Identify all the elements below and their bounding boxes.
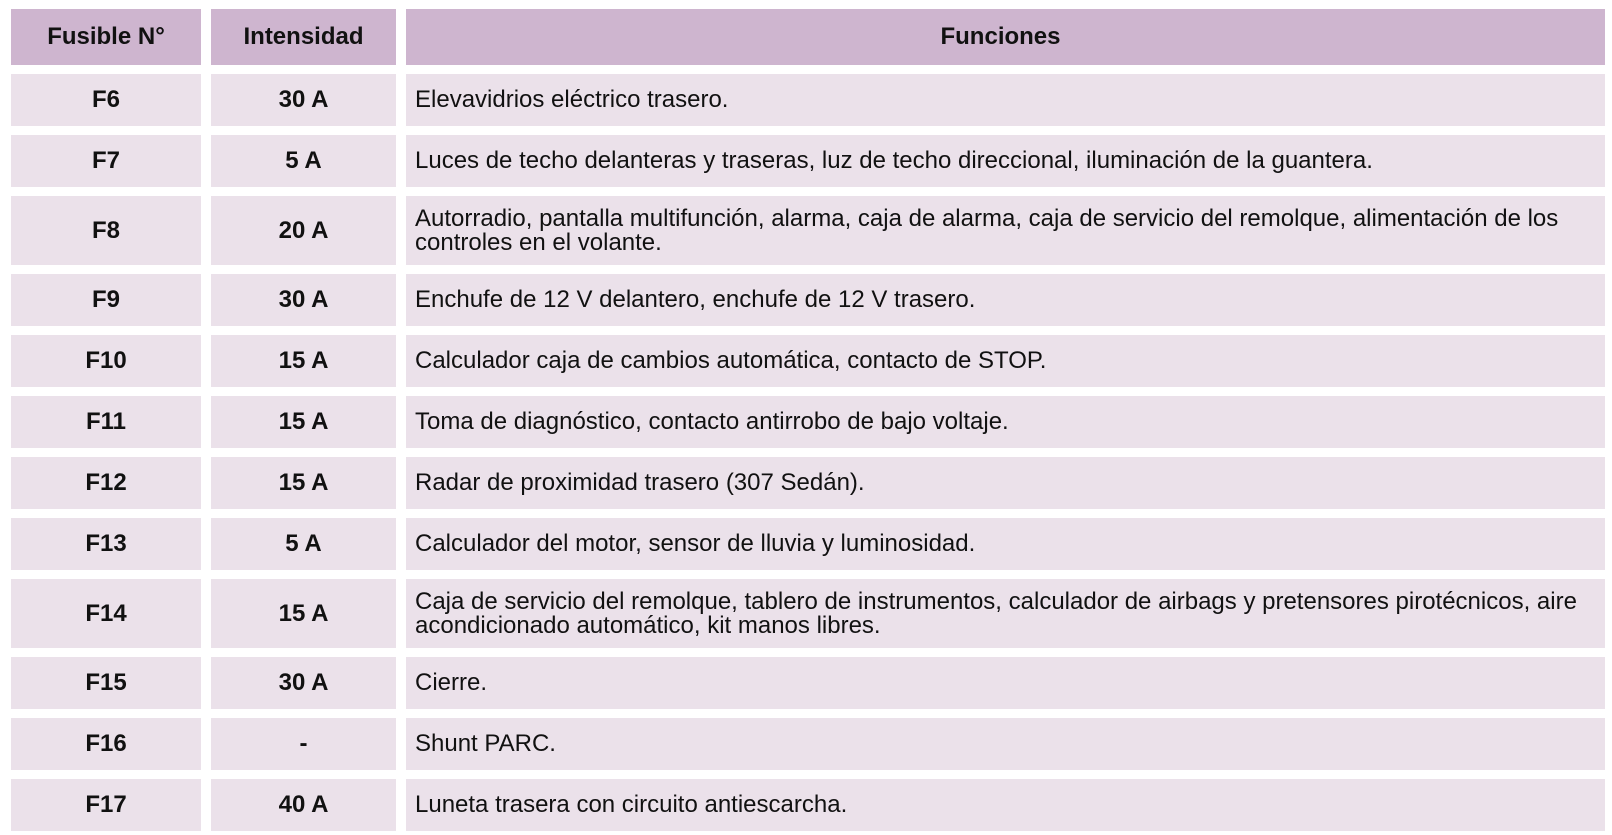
table-row [11, 457, 1605, 509]
amperage-cell: - [211, 718, 396, 770]
fuse-number-cell: F11 [11, 396, 201, 448]
functions-cell: Cierre. [406, 657, 1605, 709]
amperage-cell: 40 A [211, 779, 396, 831]
functions-cell: Luneta trasera con circuito antiescarcha. [406, 779, 1605, 831]
table-row [11, 135, 1605, 187]
functions-cell: Shunt PARC. [406, 718, 1605, 770]
fuse-number-cell: F9 [11, 274, 201, 326]
functions-cell: Luces de techo delanteras y traseras, luz de techo direccional, iluminación de la guantera. [406, 135, 1605, 187]
table-row [11, 718, 1605, 770]
fuse-number-cell: F8 [11, 196, 201, 265]
fuse-number-cell: F7 [11, 135, 201, 187]
amperage-cell: 30 A [211, 657, 396, 709]
fuse-number-cell: F12 [11, 457, 201, 509]
functions-cell: Autorradio, pantalla multifunción, alarma, caja de alarma, caja de servicio del remolque, alimentación de los controles en el volante. [406, 196, 1605, 265]
amperage-cell: 5 A [211, 518, 396, 570]
table-row [11, 335, 1605, 387]
amperage-cell: 30 A [211, 274, 396, 326]
functions-cell: Radar de proximidad trasero (307 Sedán). [406, 457, 1605, 509]
amperage-cell: 15 A [211, 579, 396, 648]
fuse-number-cell: F16 [11, 718, 201, 770]
fuse-number-cell: F13 [11, 518, 201, 570]
amperage-cell: 30 A [211, 74, 396, 126]
fuse-number-cell: F17 [11, 779, 201, 831]
table-row [11, 396, 1605, 448]
functions-cell: Elevavidrios eléctrico trasero. [406, 74, 1605, 126]
header-fuse-number: Fusible N° [11, 9, 201, 65]
table-row [11, 196, 1605, 265]
amperage-cell: 15 A [211, 335, 396, 387]
amperage-cell: 20 A [211, 196, 396, 265]
fuse-number-cell: F10 [11, 335, 201, 387]
table-header-row [11, 9, 1605, 65]
functions-cell: Enchufe de 12 V delantero, enchufe de 12 V trasero. [406, 274, 1605, 326]
header-functions: Funciones [406, 9, 1605, 65]
fuse-number-cell: F6 [11, 74, 201, 126]
fuse-number-cell: F14 [11, 579, 201, 648]
functions-cell: Toma de diagnóstico, contacto antirrobo de bajo voltaje. [406, 396, 1605, 448]
amperage-cell: 15 A [211, 396, 396, 448]
table-row [11, 779, 1605, 831]
functions-cell: Calculador caja de cambios automática, contacto de STOP. [406, 335, 1605, 387]
fuse-number-cell: F15 [11, 657, 201, 709]
amperage-cell: 15 A [211, 457, 396, 509]
table-row [11, 579, 1605, 648]
table-row [11, 74, 1605, 126]
table-row [11, 657, 1605, 709]
table-row [11, 518, 1605, 570]
fuse-table [11, 9, 1605, 831]
amperage-cell: 5 A [211, 135, 396, 187]
table-row [11, 274, 1605, 326]
functions-cell: Caja de servicio del remolque, tablero de instrumentos, calculador de airbags y pretensores pirotécnicos, aire acondicionado automático, kit manos libres. [406, 579, 1605, 648]
functions-cell: Calculador del motor, sensor de lluvia y luminosidad. [406, 518, 1605, 570]
header-amperage: Intensidad [211, 9, 396, 65]
